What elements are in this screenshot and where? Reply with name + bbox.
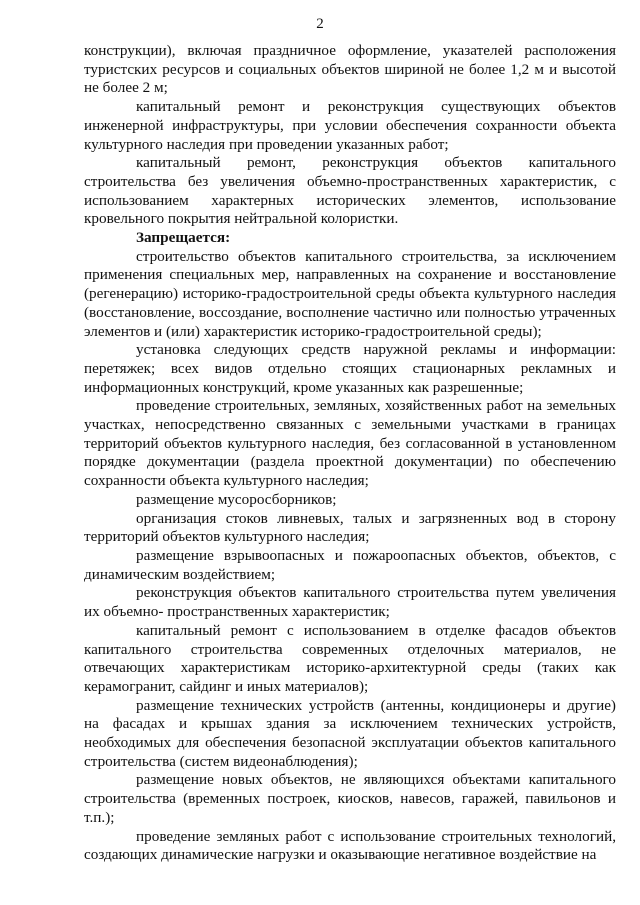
paragraph-prohibited-waste-bins: размещение мусоросборников;: [136, 490, 337, 508]
paragraph-prohibited-hazardous-objects: размещение взрывоопасных и пожароопасных объектов, объектов, с динамическим воздействием;: [84, 546, 616, 583]
paragraph-prohibited-dynamic-loads: проведение земляных работ с использование строительных технологий, создающих динамические нагрузки и оказывающие негативное воздействие на: [84, 827, 616, 864]
paragraph-prohibited-earthworks: проведение строительных, земляных, хозяйственных работ на земельных участках, непосредственно связанных с земельными участками в границах территорий объектов культурного наследия, без согласованной в установленном порядке документации (раздела проектной документации) по обеспечению сохранности объекта культурного наследия;: [84, 397, 616, 490]
paragraph-allowed-capital-repair: капитальный ремонт, реконструкция объектов капитального строительства без увеличения объемно-пространственных характеристик, с использованием характерных исторических элементов, использование кровельного покрытия нейтральной колористки.: [84, 154, 616, 228]
paragraph-prohibited-construction: строительство объектов капитального строительства, за исключением применения специальных мер, направленных на сохранение и восстановление (регенерацию) историко-градостроительной среды объекта культурного наследия (восстановление, воссоздание, восполнение частично или полностью утраченных элементов и (или) характеристик историко-градостроительной среды);: [84, 247, 616, 340]
paragraph-prohibited-facade-materials: капитальный ремонт с использованием в отделке фасадов объектов капитального строительства современных отделочных материалов, не отвечающих характеристикам историко-архитектурной среды (таких как керамогранит, сайдинг и иных материалов);: [84, 621, 616, 695]
paragraph-prohibited-reconstruction: реконструкция объектов капитального строительства путем увеличения их объемно- пространственных характеристик;: [84, 584, 616, 621]
document-body: [84, 42, 616, 865]
paragraph-prohibited-technical-devices: размещение технических устройств (антенны, кондиционеры и другие) на фасадах и крышах здания за исключением технических устройств, необходимых для обеспечения безопасной эксплуатации объектов капитального строительства (систем видеонаблюдения);: [84, 696, 616, 770]
paragraph-prohibited-temporary-objects: размещение новых объектов, не являющихся объектами капитального строительства (временных построек, киосков, навесов, гаражей, павильонов и т.п.);: [84, 771, 616, 826]
paragraph-prohibited-drainage: организация стоков ливневых, талых и загрязненных вод в сторону территорий объектов культурного наследия;: [84, 509, 616, 546]
section-heading-prohibited: Запрещается:: [136, 229, 231, 247]
paragraph-prohibited-advertising: установка следующих средств наружной рекламы и информации: перетяжек; всех видов отдельно стоящих стационарных рекламных и информационных конструкций, кроме указанных как разрешенные;: [84, 341, 616, 396]
page-number: 2: [316, 16, 324, 32]
paragraph-continuation: конструкции), включая праздничное оформление, указателей расположения туристских ресурсов и социальных объектов шириной не более 1,2 м и высотой не более 2 м;: [84, 42, 616, 97]
paragraph-allowed-infrastructure-repair: капитальный ремонт и реконструкция существующих объектов инженерной инфраструктуры, при условии обеспечения сохранности объекта культурного наследия при проведении указанных работ;: [84, 98, 616, 153]
